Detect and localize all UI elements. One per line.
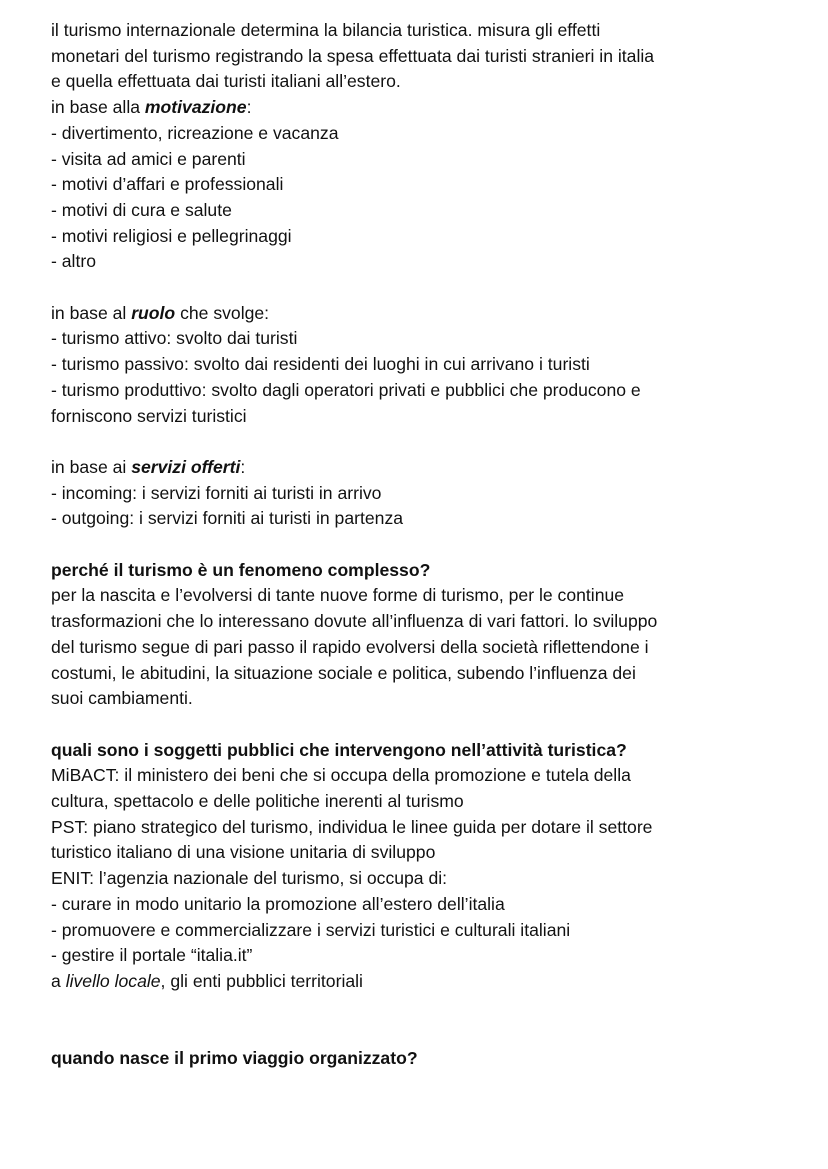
livello-locale-keyword: livello locale	[65, 970, 161, 991]
spacer	[51, 429, 781, 455]
livello-locale-line	[51, 969, 781, 995]
list-item: - gestire il portale “italia.it”	[51, 945, 253, 966]
motivazione-heading	[51, 95, 781, 121]
heading-prefix: in base ai	[51, 456, 132, 477]
answer-line: suoi cambiamenti.	[51, 688, 193, 709]
line-prefix: a	[51, 970, 66, 991]
list-item: - turismo produttivo: svolto dagli operatori privati e pubblici che producono e	[51, 379, 641, 400]
list-item: - promuovere e commercializzare i servizi turistici e culturali italiani	[51, 919, 571, 940]
question-soggetti: quali sono i soggetti pubblici che intervengono nell’attività turistica?	[51, 739, 627, 760]
question-viaggio: quando nasce il primo viaggio organizzato?	[51, 1048, 418, 1069]
heading-suffix: che svolge:	[175, 302, 270, 323]
line-suffix: , gli enti pubblici territoriali	[160, 970, 363, 991]
spacer	[51, 1020, 781, 1046]
heading-suffix: :	[246, 97, 252, 118]
spacer	[51, 532, 781, 558]
answer-line: MiBACT: il ministero dei beni che si occupa della promozione e tutela della	[51, 765, 631, 786]
list-item: - motivi di cura e salute	[51, 199, 232, 220]
list-item: - outgoing: i servizi forniti ai turisti in partenza	[51, 508, 404, 529]
spacer	[51, 712, 781, 738]
list-item: - turismo passivo: svolto dai residenti dei luoghi in cui arrivano i turisti	[51, 354, 590, 375]
list-item: - motivi d’affari e professionali	[51, 174, 284, 195]
ruolo-keyword: ruolo	[131, 302, 176, 323]
servizi-keyword: servizi offerti	[131, 456, 241, 477]
answer-line: del turismo segue di pari passo il rapido evolversi della società riflettendone i	[51, 636, 649, 657]
answer-line: cultura, spettacolo e delle politiche inerenti al turismo	[51, 791, 464, 812]
answer-line: per la nascita e l’evolversi di tante nuove forme di turismo, per le continue	[51, 585, 625, 606]
list-item: - divertimento, ricreazione e vacanza	[51, 122, 339, 143]
intro-line: monetari del turismo registrando la spesa effettuata dai turisti stranieri in italia	[51, 45, 655, 66]
list-item: - turismo attivo: svolto dai turisti	[51, 328, 298, 349]
servizi-heading	[51, 455, 781, 481]
spacer	[51, 275, 781, 301]
answer-line: costumi, le abitudini, la situazione sociale e politica, subendo l’influenza dei	[51, 662, 636, 683]
intro-line: e quella effettuata dai turisti italiani all’estero.	[51, 71, 401, 92]
motivazione-keyword: motivazione	[144, 97, 247, 118]
list-item: - visita ad amici e parenti	[51, 148, 246, 169]
ruolo-heading	[51, 301, 781, 327]
heading-prefix: in base alla	[51, 97, 145, 118]
question-complesso: perché il turismo è un fenomeno complesso?	[51, 559, 431, 580]
answer-line: turistico italiano di una visione unitaria di sviluppo	[51, 842, 436, 863]
heading-suffix: :	[240, 456, 246, 477]
list-item: - incoming: i servizi forniti ai turisti in arrivo	[51, 482, 382, 503]
heading-prefix: in base al	[51, 302, 132, 323]
spacer	[51, 995, 781, 1021]
list-item: - curare in modo unitario la promozione all’estero dell’italia	[51, 893, 505, 914]
answer-line: ENIT: l’agenzia nazionale del turismo, si occupa di:	[51, 868, 448, 889]
answer-line: trasformazioni che lo interessano dovute all’influenza di vari fattori. lo sviluppo	[51, 611, 658, 632]
intro-line: il turismo internazionale determina la bilancia turistica. misura gli effetti	[51, 20, 601, 40]
document-page	[51, 18, 781, 1072]
answer-line: PST: piano strategico del turismo, individua le linee guida per dotare il settore	[51, 816, 653, 837]
list-item: - motivi religiosi e pellegrinaggi	[51, 225, 292, 246]
list-item: - altro	[51, 251, 96, 272]
list-item: forniscono servizi turistici	[51, 405, 247, 426]
